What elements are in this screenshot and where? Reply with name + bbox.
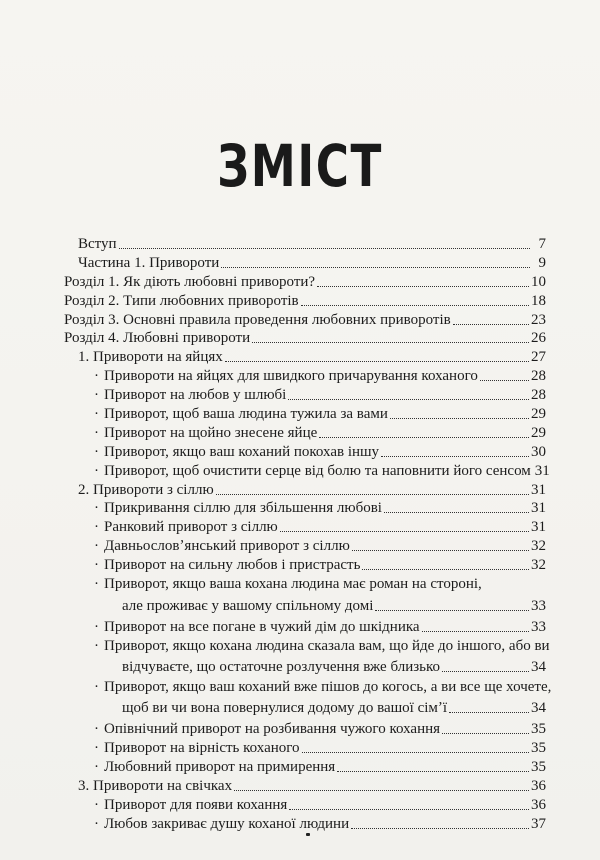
dot-leader <box>381 455 529 457</box>
toc-entry[interactable] <box>94 442 546 462</box>
page-number: 9 <box>538 255 546 271</box>
toc-entry[interactable] <box>78 480 546 500</box>
toc-entry[interactable] <box>94 366 546 386</box>
dot-leader <box>216 493 529 495</box>
toc-entry[interactable] <box>94 404 546 424</box>
bullet-icon: · <box>94 797 99 813</box>
toc-entry[interactable] <box>122 698 546 718</box>
toc-entry-text: Приворот, щоб ваша людина тужила за вами <box>104 406 388 422</box>
bullet-icon: · <box>94 368 99 384</box>
page-number: 34 <box>531 659 546 675</box>
dot-leader <box>302 751 529 753</box>
dot-leader <box>362 568 529 570</box>
toc-entry[interactable] <box>94 795 546 815</box>
bullet-icon: · <box>94 759 99 775</box>
dot-leader <box>317 285 529 287</box>
toc-entry-text: 3. Привороти на свічках <box>78 778 233 794</box>
toc-entry[interactable] <box>94 385 546 405</box>
toc-entry-text: Приворот, щоб очистити серце від болю та наповнити його сенсом <box>104 463 531 479</box>
dot-leader <box>352 549 529 551</box>
dot-leader <box>384 511 529 513</box>
bullet-icon: · <box>94 619 99 635</box>
dot-leader <box>390 417 529 419</box>
bullet-icon: · <box>94 557 99 573</box>
toc-entry[interactable] <box>64 291 546 311</box>
dot-leader <box>225 360 529 362</box>
toc-entry[interactable] <box>94 617 546 637</box>
toc-entry[interactable] <box>94 555 546 575</box>
toc-entry[interactable] <box>78 347 546 367</box>
dot-leader <box>252 341 529 343</box>
page-mark <box>306 833 310 836</box>
toc-entry-text-cont: щоб ви чи вона повернулися додому до вашої сімʼї <box>122 700 448 716</box>
toc-entry-text: Приворот на сильну любов і пристрасть <box>104 557 361 573</box>
toc-entry-text: Любов закриває душу коханої людини <box>104 816 350 832</box>
bullet-icon: · <box>94 519 99 535</box>
toc-entry[interactable] <box>94 738 546 758</box>
dot-leader <box>375 609 529 611</box>
toc-entry-text: Любовний приворот на примирення <box>104 759 336 775</box>
toc-entry[interactable] <box>94 498 546 518</box>
dot-leader <box>221 266 530 268</box>
page-number: 7 <box>538 236 546 252</box>
toc-entry-text: Розділ 1. Як діють любовні привороти? <box>64 274 316 290</box>
dot-leader <box>422 630 529 632</box>
toc-entry-text: Розділ 3. Основні правила проведення любовних приворотів <box>64 312 451 328</box>
toc-entry[interactable] <box>78 234 546 254</box>
toc-entry[interactable] <box>94 536 546 556</box>
toc-entry-line: · Приворот, якщо ваша кохана людина має роман на стороні, <box>94 576 482 592</box>
bullet-icon: · <box>94 816 99 832</box>
toc-entry-text: Приворот, якщо кохана людина сказала вам, що йде до іншого, або ви <box>104 638 550 654</box>
bullet-icon: · <box>94 538 99 554</box>
toc-entry-text: Розділ 4. Любовні привороти <box>64 330 251 346</box>
toc-entry-text: Привороти на яйцях для швидкого причарування коханого <box>104 368 478 384</box>
dot-leader <box>449 711 529 713</box>
dot-leader <box>289 808 529 810</box>
toc-entry-text: 2. Привороти з сіллю <box>78 482 214 498</box>
toc-entry[interactable] <box>94 757 546 777</box>
dot-leader <box>442 670 529 672</box>
toc-entry-text: Давньословʼянський приворот з сіллю <box>104 538 350 554</box>
page-number: 35 <box>531 721 546 737</box>
toc-entry-text: Вступ <box>78 236 117 252</box>
toc-entry-text: Приворот на все погане в чужий дім до шкідника <box>104 619 420 635</box>
page-number: 33 <box>531 598 546 614</box>
dot-leader <box>442 732 529 734</box>
toc-entry-text: Ранковий приворот з сіллю <box>104 519 278 535</box>
toc-entry-text-cont: відчуваєте, що остаточне розлучення вже близько <box>122 659 441 675</box>
dot-leader <box>319 436 529 438</box>
toc-entry-text: Приворот на вірність коханого <box>104 740 300 756</box>
page-number: 35 <box>531 740 546 756</box>
page-number: 33 <box>531 619 546 635</box>
toc-entry-text: 1. Привороти на яйцях <box>78 349 223 365</box>
page-number: 27 <box>531 349 546 365</box>
page-number: 31 <box>531 500 546 516</box>
dot-leader <box>301 304 529 306</box>
toc-entry-line: · Приворот, якщо ваш коханий вже пішов до когось, а ви все ще хочете, <box>94 679 552 695</box>
dot-leader <box>480 379 529 381</box>
dot-leader <box>351 827 529 829</box>
dot-leader <box>288 398 529 400</box>
toc-entry[interactable] <box>64 310 546 330</box>
bullet-icon: · <box>94 425 99 441</box>
bullet-icon: · <box>94 387 99 403</box>
page-number: 34 <box>531 700 546 716</box>
bullet-icon: · <box>94 463 99 479</box>
dot-leader <box>337 770 529 772</box>
page-number: 32 <box>531 557 546 573</box>
page-number: 31 <box>534 463 550 479</box>
toc-entry[interactable] <box>122 596 546 616</box>
page-title: ЗМІСТ <box>217 132 383 200</box>
page-number: 29 <box>531 406 546 422</box>
toc-entry[interactable] <box>94 719 546 739</box>
dot-leader <box>280 530 529 532</box>
page-number: 31 <box>531 482 546 498</box>
toc-entry-text: Приворот для появи кохання <box>104 797 288 813</box>
dot-leader <box>234 789 529 791</box>
page-number: 31 <box>531 519 546 535</box>
toc-entry-text: Приворот на щойно знесене яйце <box>104 425 318 441</box>
toc-entry[interactable] <box>94 461 550 481</box>
toc-entry-text: Розділ 2. Типи любовних приворотів <box>64 293 299 309</box>
dot-leader <box>119 247 530 249</box>
bullet-icon: · <box>94 444 99 460</box>
page-number: 36 <box>531 797 546 813</box>
toc-entry[interactable] <box>122 657 546 677</box>
toc-entry[interactable] <box>78 776 546 796</box>
toc-entry-text-cont: але проживає у вашому спільному домі <box>122 598 374 614</box>
dot-leader <box>453 323 529 325</box>
bullet-icon: · <box>94 721 99 737</box>
toc-entry-line: · Приворот, якщо кохана людина сказала вам, що йде до іншого, або ви <box>94 638 550 654</box>
page-number: 37 <box>531 816 546 832</box>
page-number: 23 <box>531 312 546 328</box>
toc-entry-text: Прикривання сіллю для збільшення любові <box>104 500 382 516</box>
page-number: 10 <box>531 274 546 290</box>
toc-entry[interactable] <box>78 253 546 273</box>
toc-entry[interactable] <box>94 814 546 834</box>
page-number: 36 <box>531 778 546 794</box>
page-number: 18 <box>531 293 546 309</box>
toc-entry-text: Приворот, якщо ваш коханий вже пішов до когось, а ви все ще хочете, <box>104 679 552 695</box>
toc-entry-text: Приворот на любов у шлюбі <box>104 387 287 403</box>
toc-entry-text: Приворот, якщо ваша кохана людина має роман на стороні, <box>104 576 482 592</box>
toc-entry-text: Частина 1. Привороти <box>78 255 220 271</box>
toc-entry-text: Опівнічний приворот на розбивання чужого кохання <box>104 721 441 737</box>
toc-entry-text: Приворот, якщо ваш коханий покохав іншу <box>104 444 380 460</box>
bullet-icon: · <box>94 740 99 756</box>
toc-entry[interactable] <box>94 423 546 443</box>
toc-entry[interactable] <box>94 517 546 537</box>
toc-entry[interactable] <box>64 328 546 348</box>
page-number: 26 <box>531 330 546 346</box>
page-number: 28 <box>531 387 546 403</box>
bullet-icon: · <box>94 500 99 516</box>
page-number: 29 <box>531 425 546 441</box>
page-number: 30 <box>531 444 546 460</box>
toc-entry[interactable] <box>64 272 546 292</box>
page-number: 32 <box>531 538 546 554</box>
page-number: 28 <box>531 368 546 384</box>
page-number: 35 <box>531 759 546 775</box>
bullet-icon: · <box>94 406 99 422</box>
